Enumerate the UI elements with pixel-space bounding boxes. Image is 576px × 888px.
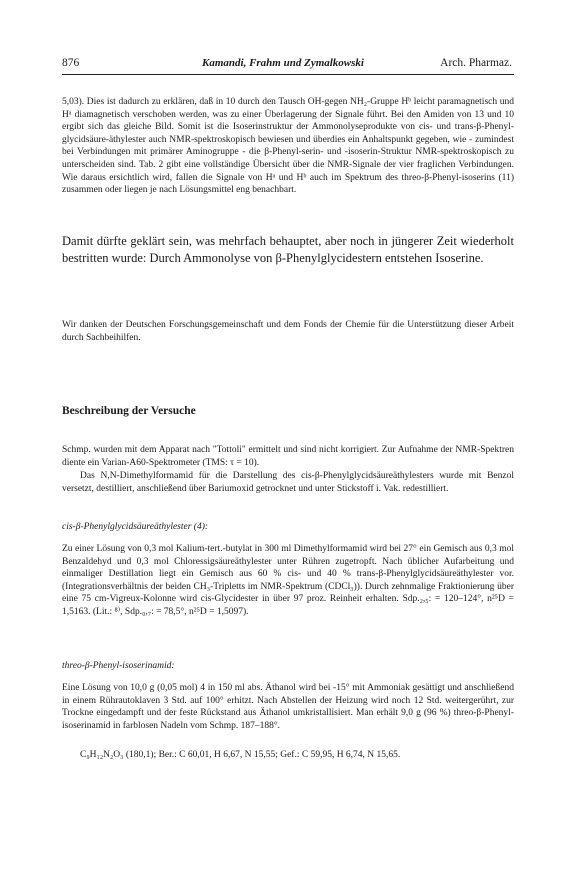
cis-ester-procedure: Zu einer Lösung von 0,3 mol Kalium-tert.-butylat in 300 ml Dimethylformamid wird bei 27° ein Gemisch aus 0,3 mol Benzaldehyd und 0,3 mol Chloressigsäureäthylester unter Rühren zugetropft. Nach üblicher Aufarbeitung und einmaliger Destillation liegt ein Gemisch aus 60 % cis- und 40 % trans-β-Phenylglycidsäureäthylester vor. (Integrationsverhältnis der beiden CH₃-Tripletts im NMR-Spektrum (CDCl₃)). Durch zehnmalige Fraktionierung über eine 75 cm-Vigreux-Kolonne wird cis-Glycidester in über 97 proz. Reinheit erhalten. Sdp.₂,₅: = 120–124°, n²⁵D = 1,5163. (Lit.: ⁸⁾, Sdp.₀,₇: = 78,5°, n²⁵D = 1,5097). (62, 544, 514, 617)
methods-paragraph: Schmp. wurden mit dem Apparat nach "Tottoli" ermittelt und sind nicht korrigiert. Zur Aufnahme der NMR-Spektren diente ein Varian-A60-Spektrometer (TMS: τ = 10). (62, 445, 514, 468)
running-authors: Kamandi, Frahm und Zymalkowski (202, 57, 364, 69)
acknowledgement-paragraph: Wir danken der Deutschen Forschungsgemeinschaft und dem Fonds der Chemie für die Unterstützung dieser Arbeit durch Sachbeihilfen. (62, 320, 514, 343)
threo-amide-procedure: Eine Lösung von 10,0 g (0,05 mol) 4 in 150 ml abs. Äthanol wird bei -15° mit Ammoniak gesättigt und anschließend in einem Rührautoklaven 3 Std. auf 100° erhitzt. Nach Abstellen der Heizung wird noch 12 Std. weitergerührt, zur Trockne eingedampft und der feste Rückstand aus Äthanol umkristallisiert. Man erhält 9,0 g (96 %) threo-β-Phenyl-isoserinamid in farblosen Nadeln vom Schmp. 187–188°. (62, 683, 514, 731)
subheading-cis-ester: cis-β-Phenylglycidsäureäthylester (4): (62, 522, 209, 532)
header-rule (62, 74, 514, 75)
conclusion-paragraph: Damit dürfte geklärt sein, was mehrfach behauptet, aber noch in jüngerer Zeit wiederholt bestritten wurde: Durch Ammonolyse von β-Phenylglycidestern entstehen Isoserine. (62, 234, 514, 265)
section-title: Beschreibung der Versuche (62, 405, 196, 417)
journal-name: Arch. Pharmaz. (440, 57, 512, 69)
running-header (62, 57, 512, 73)
dmf-paragraph: Das N,N-Dimethylformamid für die Darstellung des cis-β-Phenylglycidsäureäthylesters wurde mit Benzol versetzt, destilliert, anschließend über Bariumoxid getrocknet und unter Stickstoff i. Vak. redestilliert. (62, 471, 514, 494)
elemental-analysis: C₉H₁₂N₂O₃ (180,1); Ber.: C 60,01, H 6,67, N 15,55; Gef.: C 59,95, H 6,74, N 15,65. (80, 750, 401, 760)
page-number: 876 (62, 57, 80, 69)
subheading-threo-amide: threo-β-Phenyl-isoserinamid: (62, 661, 175, 671)
continued-paragraph: 5,03). Dies ist dadurch zu erklären, daß in 10 durch den Tausch OH-gegen NH₂-Gruppe Hᵇ leicht paramagnetisch und Hᵃ diamagnetisch verschoben werden, was zu einer Überlagerung der Signale führt. Bei den Amiden von 13 und 10 ergibt sich das gleiche Bild. Somit ist die Isoserinstruktur der Ammonolyseprodukte von cis- und trans-β-Phenyl-glycidsäure-äthylester auch NMR-spektroskopisch bewiesen und überdies ein Anhaltspunkt gegeben, wie - zumindest bei Verbindungen mit primärer Aminogruppe - die β-Phenyl-serin- und -isoserin-Struktur NMR-spektroskopisch zu unterscheiden sind. Tab. 2 gibt eine vollständige Übersicht über die NMR-Signale der vier fraglichen Verbindungen. Wie daraus ersichtlich wird, fallen die Signale von Hᵃ und Hᵇ auch im Spektrum des threo-β-Phenyl-isoserins (11) zusammen oder liegen je nach Lösungsmittel eng benachbart. (62, 97, 514, 196)
